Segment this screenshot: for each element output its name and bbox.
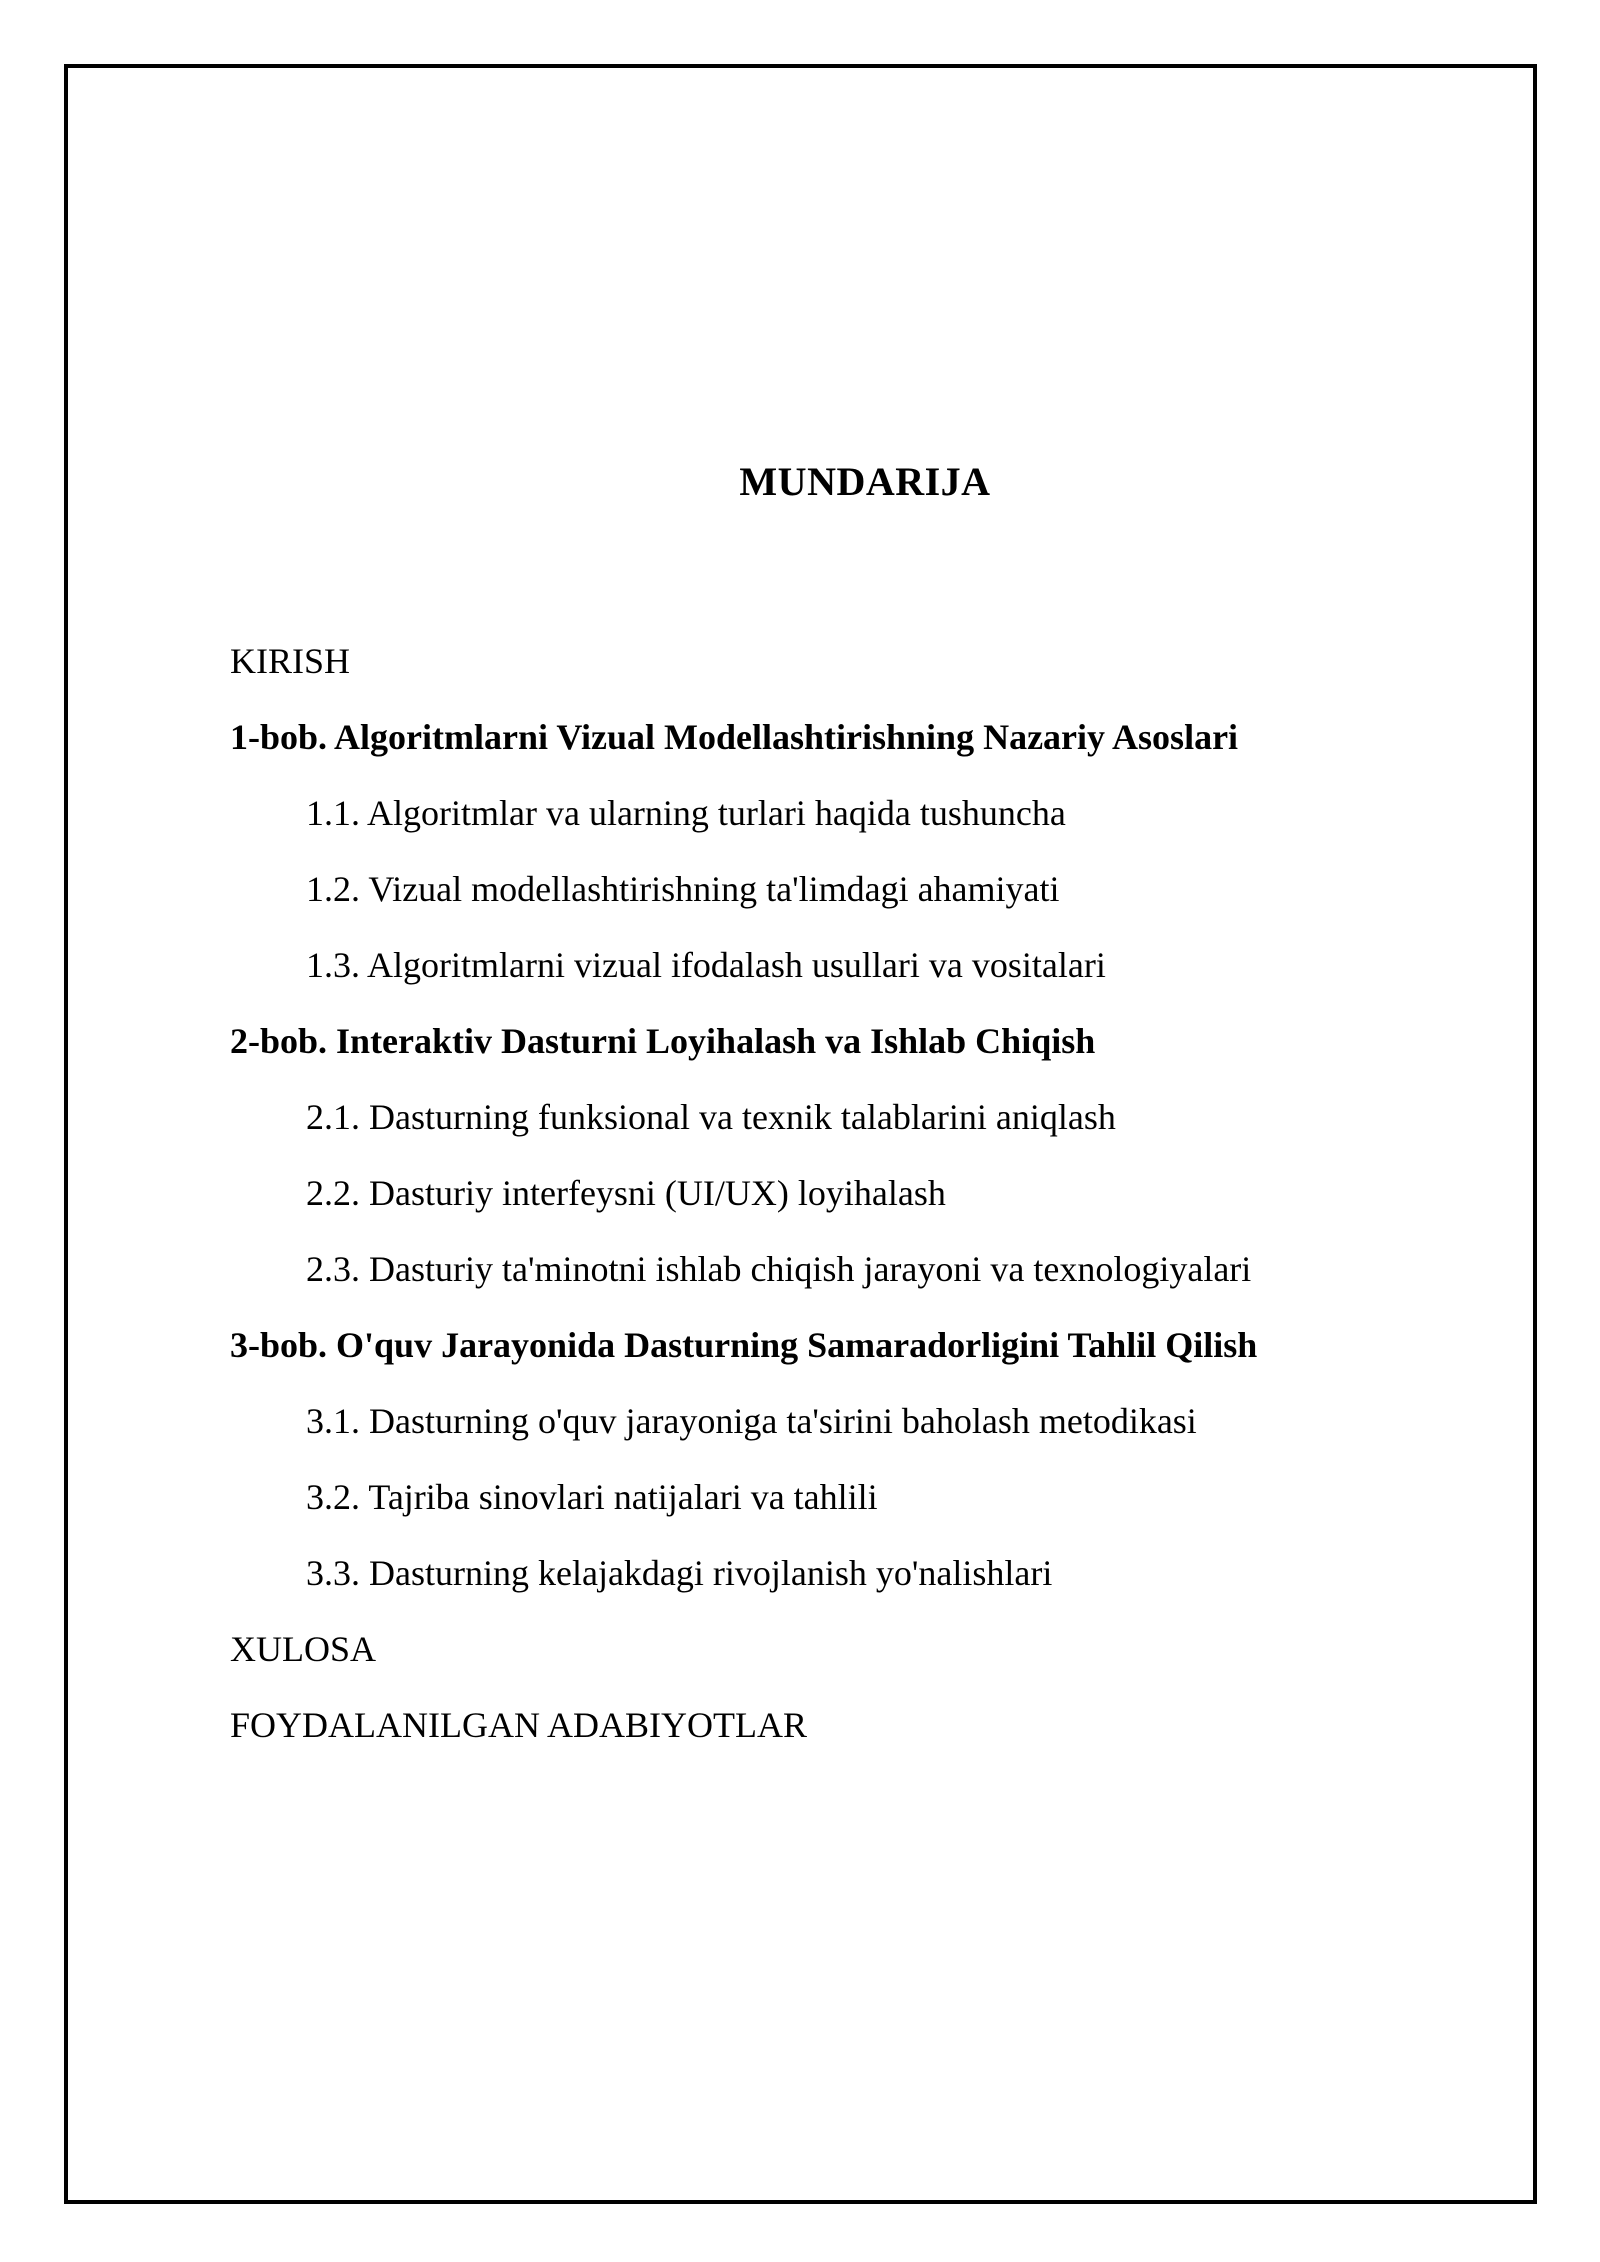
page-title: MUNDARIJA — [739, 459, 991, 504]
toc-section-1-1: 1.1. Algoritmlar va ularning turlari haqida tushuncha — [306, 793, 1066, 833]
toc-chapter-1: 1-bob. Algoritmlarni Vizual Modellashtirishning Nazariy Asoslari — [230, 717, 1239, 757]
toc-chapter-2: 2-bob. Interaktiv Dasturni Loyihalash va Ishlab Chiqish — [230, 1021, 1096, 1061]
toc-entry-references: FOYDALANILGAN ADABIYOTLAR — [230, 1705, 807, 1745]
toc-section-3-3: 3.3. Dasturning kelajakdagi rivojlanish yo'nalishlari — [306, 1553, 1053, 1593]
toc-section-1-2: 1.2. Vizual modellashtirishning ta'limdagi ahamiyati — [306, 869, 1060, 909]
toc-section-2-2: 2.2. Dasturiy interfeysni (UI/UX) loyihalash — [306, 1173, 946, 1213]
toc-section-3-1: 3.1. Dasturning o'quv jarayoniga ta'sirini baholash metodikasi — [306, 1401, 1197, 1441]
table-of-contents — [230, 640, 1480, 1780]
toc-section-2-1: 2.1. Dasturning funksional va texnik talablarini aniqlash — [306, 1097, 1116, 1137]
toc-section-1-3: 1.3. Algoritmlarni vizual ifodalash usullari va vositalari — [306, 945, 1106, 985]
toc-entry-conclusion: XULOSA — [230, 1629, 377, 1669]
toc-chapter-3: 3-bob. O'quv Jarayonida Dasturning Samaradorligini Tahlil Qilish — [230, 1325, 1258, 1365]
toc-section-3-2: 3.2. Tajriba sinovlari natijalari va tahlili — [306, 1477, 878, 1517]
toc-entry-introduction: KIRISH — [230, 641, 351, 681]
toc-section-2-3: 2.3. Dasturiy ta'minotni ishlab chiqish jarayoni va texnologiyalari — [306, 1249, 1252, 1289]
